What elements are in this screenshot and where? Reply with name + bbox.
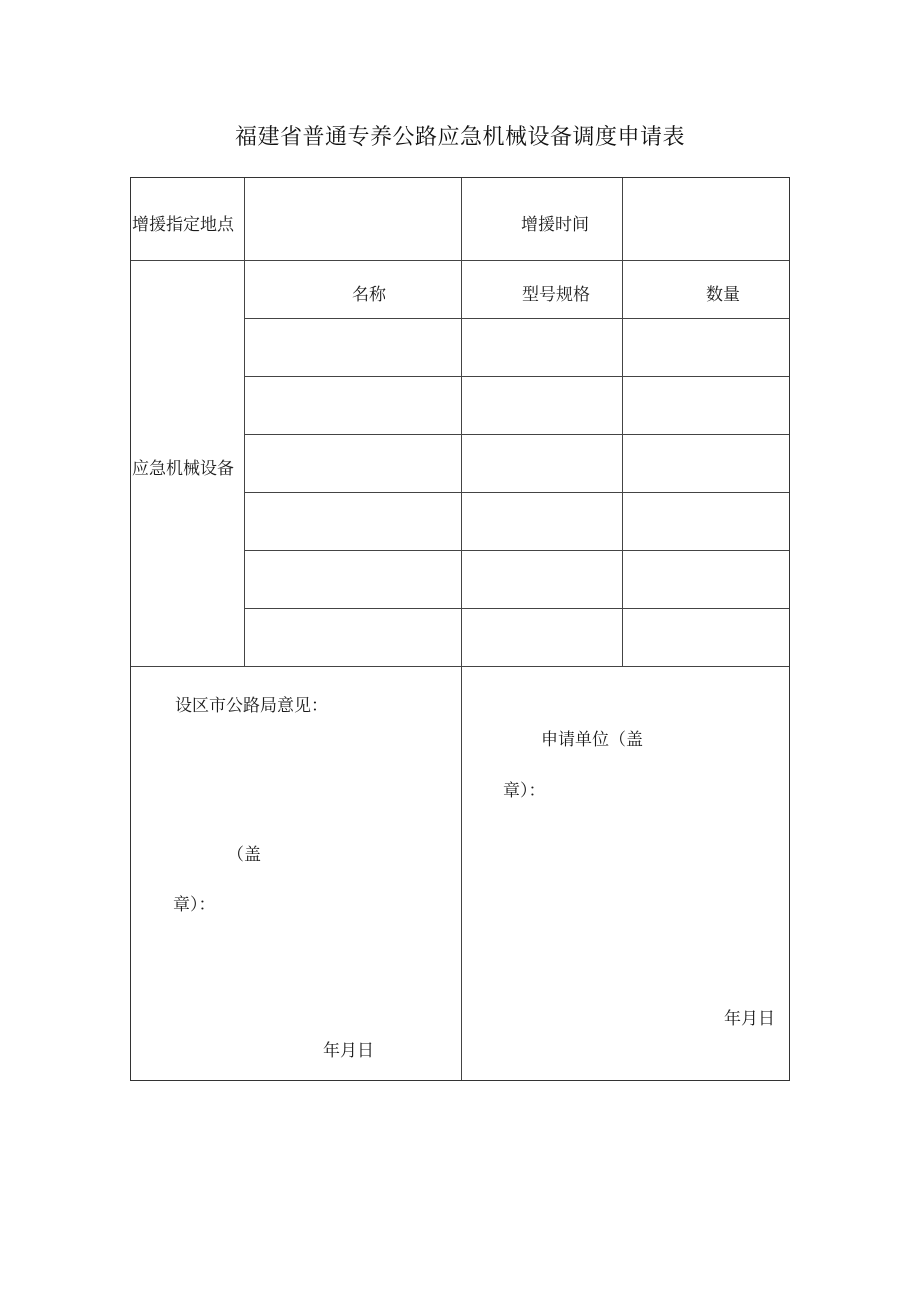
equipment-quantity-cell[interactable] xyxy=(623,377,789,434)
opinion-label: 设区市公路局意见： xyxy=(175,696,328,716)
equipment-name-cell[interactable] xyxy=(245,435,461,492)
opinion-seal-line2: 章）： xyxy=(173,895,216,915)
equipment-section-label: 应急机械设备 xyxy=(132,459,234,479)
application-form-table xyxy=(130,177,790,1081)
opinion-date: 年月日 xyxy=(323,1041,374,1061)
row-divider-7 xyxy=(131,666,789,667)
equipment-model-cell[interactable] xyxy=(462,435,622,492)
applicant-date: 年月日 xyxy=(724,1009,775,1029)
row-divider-1 xyxy=(131,260,789,261)
location-label: 增援指定地点 xyxy=(132,215,234,235)
equipment-quantity-cell[interactable] xyxy=(623,319,789,376)
equipment-name-cell[interactable] xyxy=(245,319,461,376)
header-name: 名称 xyxy=(352,285,386,305)
equipment-model-cell[interactable] xyxy=(462,319,622,376)
form-title: 福建省普通专养公路应急机械设备调度申请表 xyxy=(234,125,685,150)
equipment-model-cell[interactable] xyxy=(462,493,622,550)
time-input[interactable] xyxy=(623,179,789,260)
header-model: 型号规格 xyxy=(522,285,590,305)
equipment-quantity-cell[interactable] xyxy=(623,435,789,492)
equipment-quantity-cell[interactable] xyxy=(623,551,789,608)
time-label: 增援时间 xyxy=(521,215,589,235)
applicant-label-line1: 申请单位（盖 xyxy=(541,730,643,750)
equipment-model-cell[interactable] xyxy=(462,551,622,608)
header-quantity: 数量 xyxy=(706,285,740,305)
equipment-quantity-cell[interactable] xyxy=(623,493,789,550)
applicant-label-line2: 章）： xyxy=(503,781,546,801)
equipment-name-cell[interactable] xyxy=(245,551,461,608)
equipment-model-cell[interactable] xyxy=(462,377,622,434)
equipment-name-cell[interactable] xyxy=(245,609,461,666)
opinion-seal-line1: （盖 xyxy=(227,845,261,865)
equipment-model-cell[interactable] xyxy=(462,609,622,666)
equipment-quantity-cell[interactable] xyxy=(623,609,789,666)
location-input[interactable] xyxy=(245,179,461,260)
equipment-name-cell[interactable] xyxy=(245,493,461,550)
equipment-name-cell[interactable] xyxy=(245,377,461,434)
